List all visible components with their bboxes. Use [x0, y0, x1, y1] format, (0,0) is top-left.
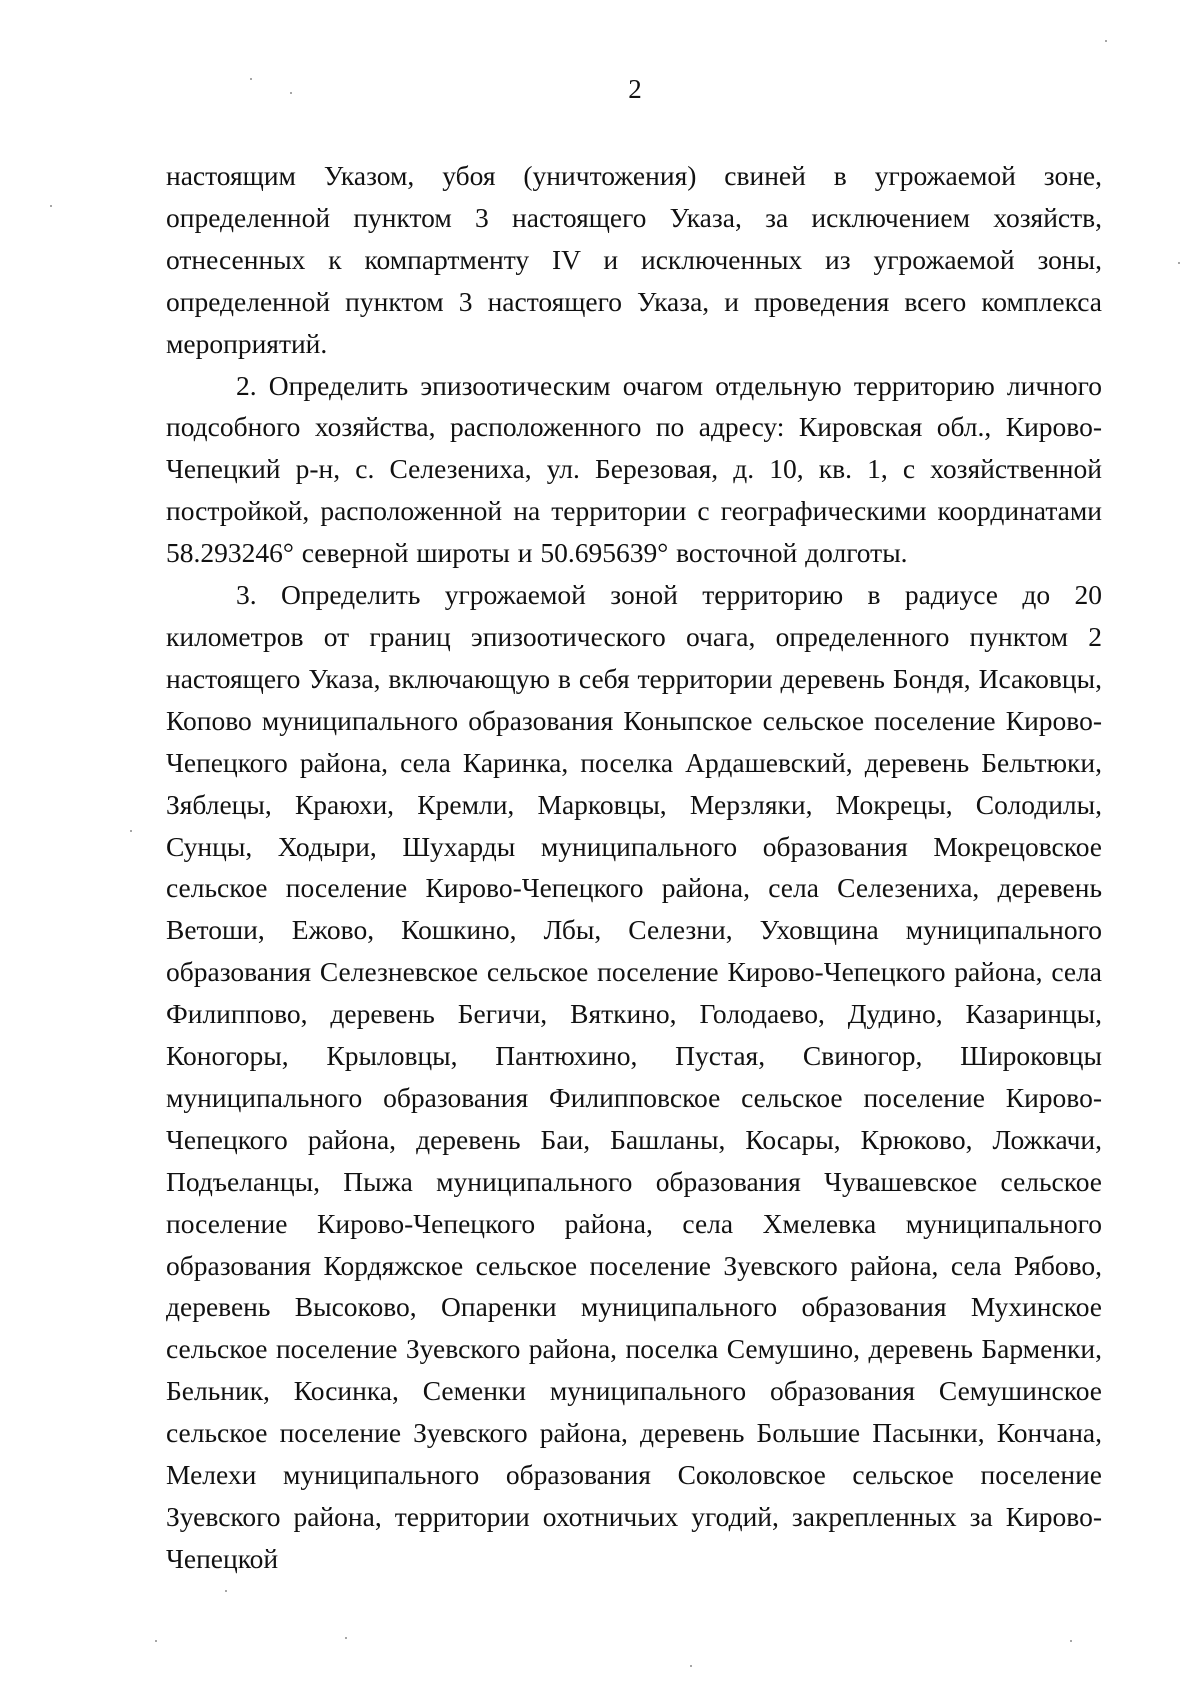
paragraph-item-3: 3. Определить угрожаемой зоной территорию в радиусе до 20 километров от границ эпизоотического очага, определенного пунктом 2 настоящего Указа, включающую в себя территории деревень Бондя, Исаковцы, Копово муниципального образования Коныпское сельское поселение Кирово-Чепецкого района, села Каринка, поселка Ардашевский, деревень Бельтюки, Зяблецы, Краюхи, Кремли, Марковцы, Мерзляки, Мокрецы, Солодилы, Сунцы, Ходыри, Шухарды муниципального образования Мокрецовское сельское поселение Кирово-Чепецкого района, села Селезениха, деревень Ветоши, Ежово, Кошкино, Лбы, Селезни, Уховщина муниципального образования Селезневское сельское поселение Кирово-Чепецкого района, села Филиппово, деревень Бегичи, Вяткино, Голодаево, Дудино, Казаринцы, Коногоры, Крыловцы, Пантюхино, Пустая, Свиногор, Широковцы муниципального образования Филипповское сельское поселение Кирово-Чепецкого района, деревень Баи, Башланы, Косары, Крюково, Ложкачи, Подъеланцы, Пыжа муниципального образования Чувашевское сельское поселение Кирово-Чепецкого района, села Хмелевка муниципального образования Кордяжское сельское поселение Зуевского района, села Рябово, деревень Высоково, Опаренки муниципального образования Мухинское сельское поселение Зуевского района, поселка Семушино, деревень Барменки, Бельник, Косинка, Семенки муниципального образования Семушинское сельское поселение Зуевского района, деревень Большие Пасынки, Кончана, Мелехи муниципального образования Соколовское сельское поселение Зуевского района, территории охотничьих угодий, закрепленных за Кирово-Чепецкой	[166, 579, 1102, 1574]
document-body	[166, 155, 1102, 1580]
paragraph-continuation-end: мероприятий.	[166, 327, 328, 359]
page-number: 2	[628, 74, 642, 104]
paragraph-item-2: 2. Определить эпизоотическим очагом отдельную территорию личного подсобного хозяйства, расположенного по адресу: Кировская обл., Кирово-Чепецкий р-н, с. Селезениха, ул. Березовая, д. 10, кв. 1, с хозяйственной постройкой, расположенной на территории с географическими координатами	[166, 369, 1102, 527]
paragraph-item-2-end: 58.293246° северной широты и 50.695639° восточной долготы.	[166, 537, 908, 569]
paragraph-continuation: настоящим Указом, убоя (уничтожения) свиней в угрожаемой зоне, определенной пунктом 3 настоящего Указа, за исключением хозяйств, отнесенных к компартменту IV и исключенных из угрожаемой зоны, определенной пунктом 3 настоящего Указа, и проведения всего комплекса	[166, 160, 1102, 317]
